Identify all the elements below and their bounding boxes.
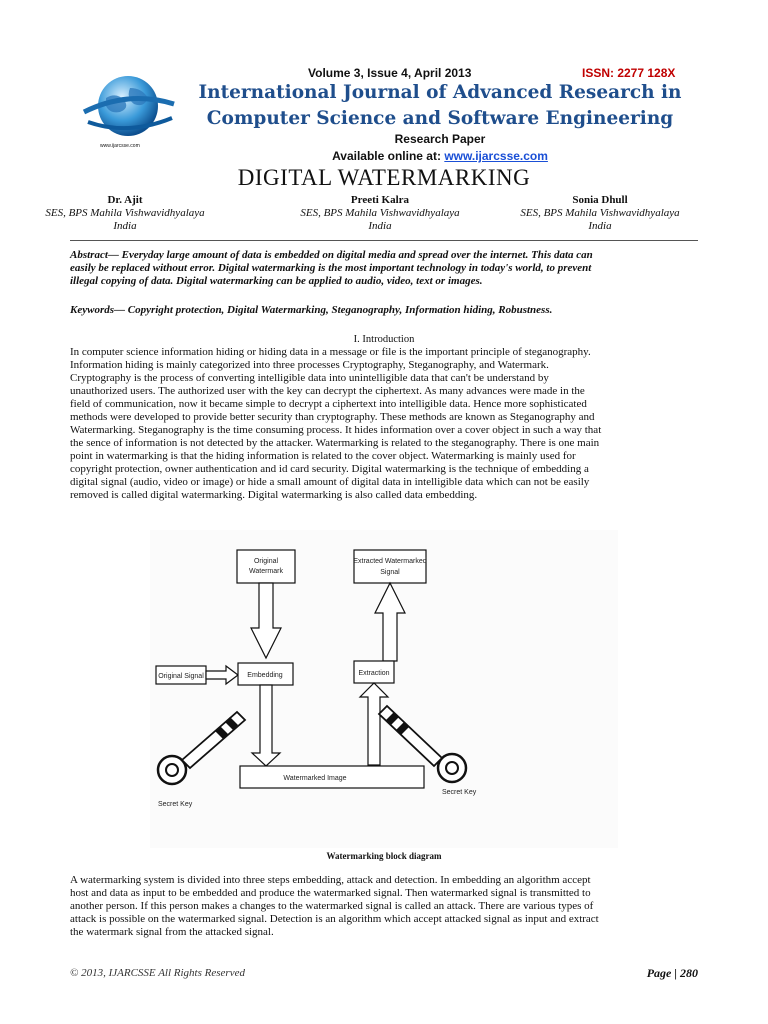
intro-line: field of communication, now it became simple to decrypt a ciphertext into intelligible data. Hence more sophisticated — [70, 398, 587, 410]
intro-line: the sence of information is not detected by the attacker. Watermarking is related to the steganography. There is one main — [70, 437, 600, 449]
extracted-signal-label-1: Extracted Watermarked — [353, 558, 427, 565]
available-prefix: Available online at: — [332, 149, 445, 163]
intro-line: copyright protection, owner authentication and id card security. Digital watermarking is the technique of embedding a — [70, 463, 589, 475]
author-affiliation: SES, BPS Mahila Vishwavidhyalaya — [300, 207, 460, 219]
intro-line: Information hiding is mainly categorized into three processes Cryptography, Steganography, and Watermark. — [70, 359, 549, 371]
author-affiliation: SES, BPS Mahila Vishwavidhyalaya — [45, 207, 205, 219]
intro-line: Watermarking. Steganography is the time consuming process. It hides information over a cover object in such a way that — [70, 424, 602, 436]
embedding-label: Embedding — [247, 672, 283, 679]
intro-line: In computer science information hiding or hiding data in a message or file is the important principle of steganography. — [70, 346, 591, 358]
author-block-3 — [485, 194, 715, 233]
page-number: Page | 280 — [646, 966, 698, 980]
author-name: Sonia Dhull — [572, 194, 628, 206]
body-paragraph — [70, 874, 698, 939]
journal-link[interactable]: www.ijarcsse.com — [444, 149, 548, 163]
body-line: A watermarking system is divided into three steps embedding, attack and detection. In embedding an algorithm accept — [70, 874, 591, 886]
abstract-line: Abstract— Everyday large amount of data is embedded on digital media and spread over the internet. This data can — [70, 249, 593, 261]
extraction-label: Extraction — [358, 670, 390, 677]
original-watermark-label-2: Watermark — [249, 568, 283, 575]
author-name: Preeti Kalra — [350, 194, 410, 206]
intro-line: methods were developed to provide better security than cryptography. These methods are known as Steganography and — [70, 411, 595, 423]
author-country: India — [588, 220, 612, 232]
title-divider — [70, 240, 698, 241]
extracted-signal-label-2: Signal — [380, 569, 400, 576]
author-block-2 — [265, 194, 495, 233]
original-watermark-label-1: Original — [253, 558, 279, 565]
paper-type: Research Paper — [394, 132, 486, 146]
availability-line — [170, 149, 710, 163]
journal-logo — [78, 68, 178, 150]
keywords: Keywords— Copyright protection, Digital Watermarking, Steganography, Information hiding, Robustness. — [70, 304, 553, 316]
abstract-line: illegal copying of data. Digital watermarking can be applied to audio, video, text or images. — [70, 275, 483, 287]
intro-line: unauthorized users. The authorized user with the key can decrypt the ciphertext. As many advances were made in the — [70, 385, 585, 397]
body-line: the watermark signal from the attacked signal. — [70, 926, 274, 938]
logo-url-text: www.ijarcsse.com — [100, 143, 140, 149]
body-line: another person. If this person makes a changes to the watermarked signal is called an attack. There are various types of — [70, 900, 594, 912]
author-country: India — [113, 220, 137, 232]
copyright-footer: © 2013, IJARCSSE All Rights Reserved — [70, 967, 245, 979]
author-affiliation: SES, BPS Mahila Vishwavidhyalaya — [520, 207, 680, 219]
figure-caption: Watermarking block diagram — [326, 851, 442, 861]
watermarking-block-diagram — [150, 530, 618, 848]
original-signal-label: Original Signal — [158, 673, 204, 680]
section-heading: I. Introduction — [353, 334, 415, 345]
intro-line: point in watermarking is that the hiding information is related to the cover object. Watermarking is mainly used for — [70, 450, 576, 462]
secret-key-right-label: Secret Key — [442, 789, 477, 796]
intro-line: Cryptography is the process of converting intelligible data into unintelligible data that can't be understand by — [70, 372, 549, 384]
body-line: host and data as input to be embedded and produce the watermarked signal. Then watermarked signal is transmitted to — [70, 887, 591, 899]
abstract — [70, 249, 698, 288]
secret-key-left-label: Secret Key — [158, 801, 193, 808]
journal-title-line1: International Journal of Advanced Research in — [198, 82, 682, 103]
abstract-line: easily be replaced without error. Digital watermarking is the most important technology in today's world, to prevent — [70, 262, 592, 274]
original-watermark-box — [237, 550, 295, 583]
intro-line: removed is called digital watermarking. Digital watermarking is also called data embedding. — [70, 489, 478, 501]
volume-line: Volume 3, Issue 4, April 2013 — [308, 66, 472, 80]
extracted-signal-box — [354, 550, 426, 583]
author-block-1 — [10, 194, 240, 233]
journal-title-line2: Computer Science and Software Engineering — [206, 108, 674, 129]
intro-line: digital signal (audio, video or image) or hide a small amount of digital data in intelligible data which can not be easily — [70, 476, 590, 488]
issn: ISSN: 2277 128X — [582, 66, 676, 80]
body-line: attack is possible on the watermarked signal. Detection is an algorithm which accept attacked signal as input and extract — [70, 913, 599, 925]
author-name: Dr. Ajit — [107, 194, 143, 206]
paper-title: DIGITAL WATERMARKING — [237, 165, 531, 190]
watermarked-image-label: Watermarked Image — [283, 775, 347, 782]
author-country: India — [368, 220, 392, 232]
intro-paragraph — [70, 346, 698, 502]
